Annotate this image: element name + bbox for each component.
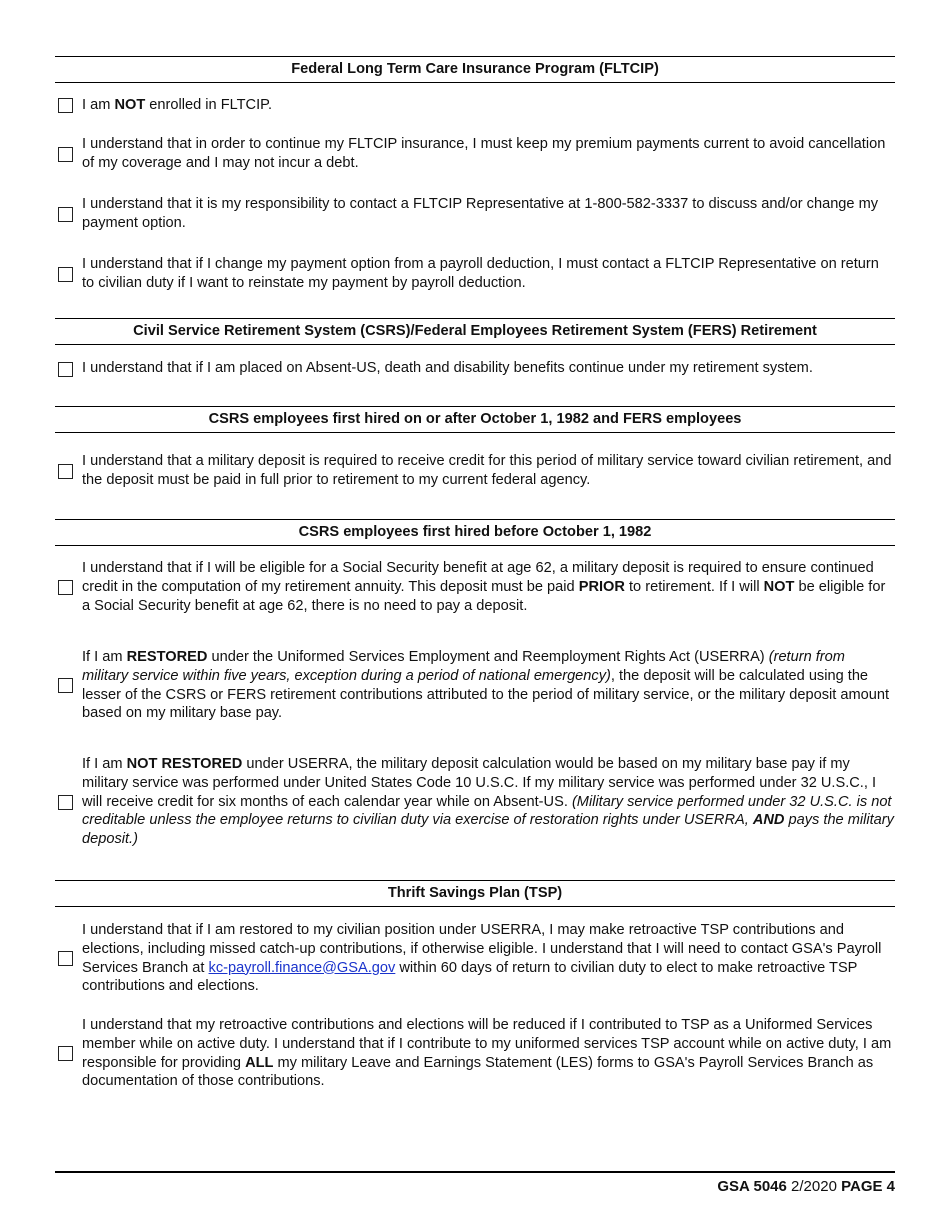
fltcip-heading: Federal Long Term Care Insurance Program (FLTCIP)	[55, 56, 895, 83]
retirement-absent-us-checkbox[interactable]	[58, 362, 73, 377]
csrs-after-deposit-checkbox[interactable]	[58, 464, 73, 479]
retirement-heading: Civil Service Retirement System (CSRS)/Federal Employees Retirement System (FERS) Retirement	[55, 318, 895, 345]
page-number: PAGE 4	[841, 1178, 895, 1195]
tsp-retroactive-text: I understand that if I am restored to my civilian position under USERRA, I may make retroactive TSP contributions and elections, including missed catch-up contributions, if otherwise eligible. I understand that I will need to contact GSA's Payroll Services Branch at kc-payroll.finance@GSA.gov within 60 days of return to civilian duty to elect to make retroactive TSP contributions and elections.	[82, 922, 882, 995]
fltcip-not-enrolled-checkbox[interactable]	[58, 98, 73, 113]
csrs-before-not-restored-checkbox[interactable]	[58, 795, 73, 810]
fltcip-premium-checkbox[interactable]	[58, 147, 73, 162]
csrs-before-social-security-checkbox[interactable]	[58, 580, 73, 595]
csrs-before-heading: CSRS employees first hired before October 1, 1982	[55, 519, 895, 546]
csrs-after-heading: CSRS employees first hired on or after October 1, 1982 and FERS employees	[55, 406, 895, 433]
tsp-retroactive-checkbox[interactable]	[58, 951, 73, 966]
form-date: 2/2020	[791, 1178, 837, 1195]
csrs-before-restored-checkbox[interactable]	[58, 678, 73, 693]
footer	[717, 1178, 895, 1195]
tsp-reduced-checkbox[interactable]	[58, 1046, 73, 1061]
fltcip-payment-option-text: I understand that if I change my payment option from a payroll deduction, I must contact a FLTCIP Representative on return to civilian duty if I want to reinstate my payment by payroll deduction.	[82, 256, 879, 291]
payroll-email-link[interactable]: kc-payroll.finance@GSA.gov	[208, 959, 396, 976]
fltcip-payment-option-checkbox[interactable]	[58, 267, 73, 282]
csrs-before-not-restored-text: If I am NOT RESTORED under USERRA, the military deposit calculation would be based on my military base pay if my military service was performed under United States Code 10 U.S.C. If my military service was performed under 32 U.S.C., I will receive credit for six months of each calendar year while on Absent-US. (Military service performed under 32 U.S.C. is not creditable unless the employee returns to civilian duty via exercise of restoration rights under USERRA, AND pays the military deposit.)	[82, 756, 894, 848]
form-number: GSA 5046	[717, 1178, 787, 1195]
fltcip-premium-text: I understand that in order to continue my FLTCIP insurance, I must keep my premium payments current to avoid cancellation of my coverage and I may not incur a debt.	[82, 136, 886, 171]
tsp-heading: Thrift Savings Plan (TSP)	[55, 880, 895, 907]
fltcip-not-enrolled-text: I am NOT enrolled in FLTCIP.	[82, 97, 273, 113]
footer-rule	[55, 1171, 895, 1173]
fltcip-contact-text: I understand that it is my responsibility to contact a FLTCIP Representative at 1-800-582-3337 to discuss and/or change my payment option.	[82, 196, 879, 231]
csrs-before-restored-text: If I am RESTORED under the Uniformed Services Employment and Reemployment Rights Act (USERRA) (return from military service within five years, exception during a period of national emergency), the deposit will be calculated using the lesser of the CSRS or FERS retirement contributions attributed to the period of military service, or the military deposit amount based on my military base pay.	[82, 649, 890, 722]
csrs-before-social-security-text: I understand that if I will be eligible for a Social Security benefit at age 62, a military deposit is required to ensure continued credit in the computation of my retirement annuity. This deposit must be paid PRIOR to retirement. If I will NOT be eligible for a Social Security benefit at age 62, there is no need to pay a deposit.	[82, 560, 886, 614]
csrs-after-deposit-text: I understand that a military deposit is required to receive credit for this period of military service toward civilian retirement, and the deposit must be paid in full prior to retirement to my current federal agency.	[82, 453, 892, 488]
retirement-absent-us-text: I understand that if I am placed on Absent-US, death and disability benefits continue under my retirement system.	[82, 360, 813, 376]
fltcip-contact-checkbox[interactable]	[58, 207, 73, 222]
tsp-reduced-text: I understand that my retroactive contributions and elections will be reduced if I contributed to TSP as a Uniformed Services member while on active duty. I understand that if I contribute to my uniformed services TSP account while on active duty, I am responsible for providing ALL my military Leave and Earnings Statement (LES) forms to GSA's Payroll Services Branch as documentation of those contributions.	[82, 1017, 892, 1090]
